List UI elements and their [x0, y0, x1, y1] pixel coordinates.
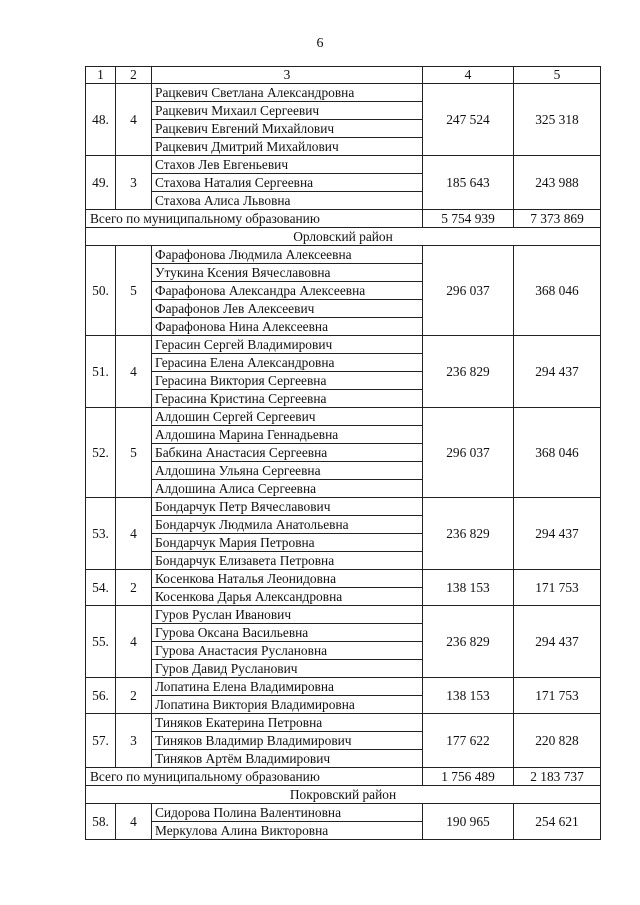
amount-col5: 368 046: [514, 246, 601, 336]
amount-col5: 294 437: [514, 498, 601, 570]
person-name: Лопатина Елена Владимировна: [152, 678, 423, 696]
total-label: Всего по муниципальному образованию: [86, 768, 423, 786]
total-row: [86, 210, 601, 228]
entry-number: 53.: [86, 498, 116, 570]
table-row: [86, 246, 601, 264]
amount-col4: 177 622: [423, 714, 514, 768]
person-name: Герасин Сергей Владимирович: [152, 336, 423, 354]
person-name: Сидорова Полина Валентиновна: [152, 804, 423, 822]
family-size: 3: [116, 156, 152, 210]
person-name: Алдошина Марина Геннадьевна: [152, 426, 423, 444]
amount-col4: 236 829: [423, 606, 514, 678]
table-row: [86, 714, 601, 732]
person-name: Косенкова Наталья Леонидовна: [152, 570, 423, 588]
amount-col4: 138 153: [423, 570, 514, 606]
header-cell: 3: [152, 67, 423, 84]
person-name: Меркулова Алина Викторовна: [152, 822, 423, 840]
amount-col5: 171 753: [514, 678, 601, 714]
entry-number: 58.: [86, 804, 116, 840]
table-row: [86, 678, 601, 696]
person-name: Бабкина Анастасия Сергеевна: [152, 444, 423, 462]
header-cell: 4: [423, 67, 514, 84]
family-size: 4: [116, 498, 152, 570]
person-name: Косенкова Дарья Александровна: [152, 588, 423, 606]
person-name: Алдошина Алиса Сергеевна: [152, 480, 423, 498]
family-size: 4: [116, 606, 152, 678]
person-name: Рацкевич Дмитрий Михайлович: [152, 138, 423, 156]
family-size: 4: [116, 84, 152, 156]
person-name: Рацкевич Михаил Сергеевич: [152, 102, 423, 120]
person-name: Стахова Наталия Сергеевна: [152, 174, 423, 192]
family-size: 3: [116, 714, 152, 768]
family-size: 4: [116, 804, 152, 840]
entry-number: 49.: [86, 156, 116, 210]
person-name: Герасина Виктория Сергеевна: [152, 372, 423, 390]
amount-col5: 294 437: [514, 606, 601, 678]
person-name: Алдошин Сергей Сергеевич: [152, 408, 423, 426]
person-name: Лопатина Виктория Владимировна: [152, 696, 423, 714]
person-name: Алдошина Ульяна Сергеевна: [152, 462, 423, 480]
region-row: [86, 228, 601, 246]
person-name: Бондарчук Людмила Анатольевна: [152, 516, 423, 534]
person-name: Гуров Руслан Иванович: [152, 606, 423, 624]
total-label: Всего по муниципальному образованию: [86, 210, 423, 228]
region-title: Покровский район: [86, 786, 601, 804]
entry-number: 50.: [86, 246, 116, 336]
header-cell: 5: [514, 67, 601, 84]
family-size: 5: [116, 246, 152, 336]
person-name: Гурова Оксана Васильевна: [152, 624, 423, 642]
header-cell: 1: [86, 67, 116, 84]
amount-col4: 190 965: [423, 804, 514, 840]
family-size: 2: [116, 570, 152, 606]
entry-number: 52.: [86, 408, 116, 498]
person-name: Фарафонова Александра Алексеевна: [152, 282, 423, 300]
family-size: 5: [116, 408, 152, 498]
entry-number: 48.: [86, 84, 116, 156]
amount-col5: 243 988: [514, 156, 601, 210]
amount-col4: 185 643: [423, 156, 514, 210]
person-name: Бондарчук Петр Вячеславович: [152, 498, 423, 516]
table-row: [86, 498, 601, 516]
family-size: 2: [116, 678, 152, 714]
person-name: Гуров Давид Русланович: [152, 660, 423, 678]
table-row: [86, 570, 601, 588]
person-name: Рацкевич Евгений Михайлович: [152, 120, 423, 138]
total-col4: 1 756 489: [423, 768, 514, 786]
table-row: [86, 336, 601, 354]
person-name: Стахов Лев Евгеньевич: [152, 156, 423, 174]
header-row: [86, 67, 601, 84]
table-row: [86, 156, 601, 174]
amount-col4: 296 037: [423, 246, 514, 336]
table-row: [86, 804, 601, 822]
person-name: Рацкевич Светлана Александровна: [152, 84, 423, 102]
amount-col4: 236 829: [423, 336, 514, 408]
page-number: 6: [316, 36, 324, 51]
person-name: Тиняков Екатерина Петровна: [152, 714, 423, 732]
total-row: [86, 768, 601, 786]
total-col4: 5 754 939: [423, 210, 514, 228]
person-name: Бондарчук Мария Петровна: [152, 534, 423, 552]
entry-number: 55.: [86, 606, 116, 678]
entry-number: 56.: [86, 678, 116, 714]
person-name: Утукина Ксения Вячеславовна: [152, 264, 423, 282]
amount-col4: 247 524: [423, 84, 514, 156]
amount-col5: 254 621: [514, 804, 601, 840]
person-name: Фарафонова Людмила Алексеевна: [152, 246, 423, 264]
entry-number: 57.: [86, 714, 116, 768]
beneficiaries-table: [85, 66, 601, 840]
total-col5: 7 373 869: [514, 210, 601, 228]
person-name: Бондарчук Елизавета Петровна: [152, 552, 423, 570]
entry-number: 51.: [86, 336, 116, 408]
table-row: [86, 84, 601, 102]
table-row: [86, 606, 601, 624]
amount-col4: 138 153: [423, 678, 514, 714]
header-cell: 2: [116, 67, 152, 84]
person-name: Гурова Анастасия Руслановна: [152, 642, 423, 660]
person-name: Фарафонов Лев Алексеевич: [152, 300, 423, 318]
amount-col5: 325 318: [514, 84, 601, 156]
region-title: Орловский район: [86, 228, 601, 246]
family-size: 4: [116, 336, 152, 408]
amount-col4: 236 829: [423, 498, 514, 570]
person-name: Тиняков Владимир Владимирович: [152, 732, 423, 750]
person-name: Стахова Алиса Львовна: [152, 192, 423, 210]
region-row: [86, 786, 601, 804]
person-name: Герасина Кристина Сергеевна: [152, 390, 423, 408]
amount-col5: 220 828: [514, 714, 601, 768]
person-name: Герасина Елена Александровна: [152, 354, 423, 372]
amount-col4: 296 037: [423, 408, 514, 498]
amount-col5: 294 437: [514, 336, 601, 408]
amount-col5: 171 753: [514, 570, 601, 606]
total-col5: 2 183 737: [514, 768, 601, 786]
amount-col5: 368 046: [514, 408, 601, 498]
table-row: [86, 408, 601, 426]
person-name: Тиняков Артём Владимирович: [152, 750, 423, 768]
person-name: Фарафонова Нина Алексеевна: [152, 318, 423, 336]
entry-number: 54.: [86, 570, 116, 606]
